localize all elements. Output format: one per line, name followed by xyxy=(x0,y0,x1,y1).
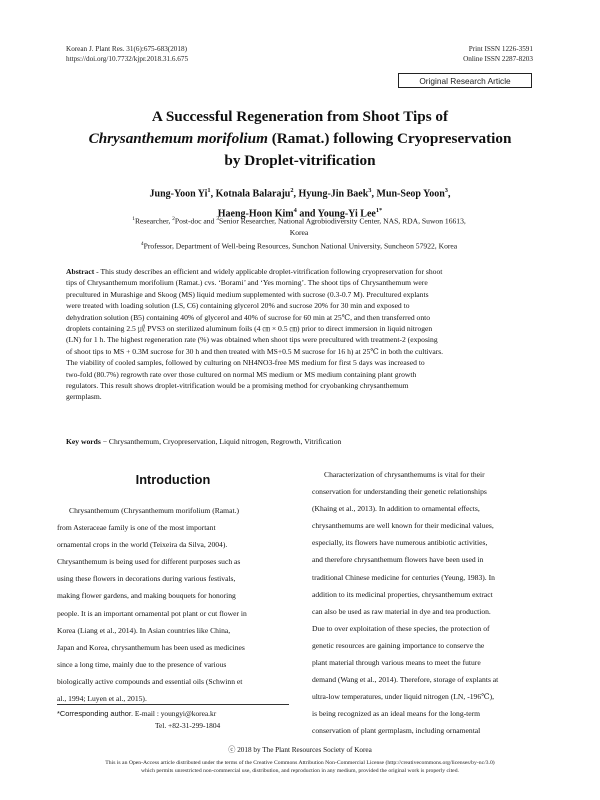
body-line: is being recognized as an ideal means for the long-term xyxy=(312,709,481,719)
body-line: genetic resources are gaining importance to conserve the xyxy=(312,640,485,650)
body-line: Characterization of chrysanthemums is vital for their xyxy=(324,470,485,479)
author-line-1: Jung-Yoon Yi$^1$, Kotnala Balaraju$^2$, Hyung-Jin Baek$^3$, Mun-Seop Yoon$^3$, xyxy=(149,187,451,200)
body-line: people. It is an important ornamental pot plant or cut flower in xyxy=(57,608,247,618)
body-line: plant material through various means to meet the future xyxy=(312,658,481,668)
corresponding-tel: Tel. +82-31-299-1804 xyxy=(155,720,221,730)
print-issn: Print ISSN 1226-3591 xyxy=(468,45,533,53)
affiliation-line-3: $^4$Professor, Department of Well-being Resources, Sunchon National University, Suncheon 57922, Korea xyxy=(140,240,458,251)
body-line: conservation of plant germplasm, including ornamental xyxy=(312,726,481,736)
abstract-label: Abstract xyxy=(66,267,95,276)
license-notice xyxy=(60,760,540,775)
abstract-line: tips of Chrysanthemum morifolium (Ramat.) cvs. ‘Borami’ and ‘Yes morning’. The shoot tips of Chrysanthemum were xyxy=(66,278,428,288)
body-line: chrysanthemums are well known for their medicinal values, xyxy=(312,521,494,531)
abstract-line: two-fold (80.7%) regrowth rate over those cultured on normal MS medium or MS medium containing plant growth xyxy=(66,369,417,379)
affiliation-line-1: $^1$Researcher, $^2$Post-doc and $^3$Senior Researcher, National Agrobiodiversity Center, NAS, RDA, Suwon 16613, xyxy=(132,216,466,226)
body-line: since a long time, mainly due to the presence of various xyxy=(57,659,227,669)
species-name: Chrysanthemum morifolium xyxy=(88,130,268,147)
section-heading-introduction: Introduction xyxy=(135,472,211,487)
body-line: Chrysanthemum is being used for different purposes such as xyxy=(57,557,241,567)
corresponding-email[interactable]: E-mail : youngyi@korea.kr xyxy=(133,709,217,718)
author-affil-mark: 3 xyxy=(444,187,448,194)
abstract-line: precultured in Murashige and Skoog (MS) liquid medium supplemented with sucrose (0.3-0.7 M). Precultured explants xyxy=(66,289,429,299)
author-affil-mark: 1 xyxy=(207,187,211,194)
abstract-line: Abstract - This study describes an efficient and widely applicable droplet-vitrification following cryopreservation for shoot xyxy=(66,267,443,276)
body-line: especially, its flowers have numerous antibiotic activities, xyxy=(312,538,488,548)
corresponding-label: *Corresponding author. xyxy=(57,709,134,718)
abstract-line: (LN) for 1 h. The highest regeneration rate (%) was obtained when shoot tips were precultured with treatment-2 (exposing xyxy=(66,335,438,345)
abstract-line: of shoot tips to MS + 0.3M sucrose for 30 h and then treated with MS+0.5 M sucrose for 16 h) at 25℃ in both the cultivars. xyxy=(66,346,444,356)
footnote-divider xyxy=(57,704,289,705)
keywords-label: Key words xyxy=(66,437,101,446)
intro-right-column xyxy=(312,466,544,740)
body-line: Japan and Korea, chrysanthemum has been used as medicines xyxy=(57,642,245,652)
abstract xyxy=(66,266,532,403)
body-line: Due to over exploitation of these species, the protection of xyxy=(312,623,490,633)
online-issn: Online ISSN 2287-8203 xyxy=(463,54,533,63)
keywords-list: − Chrysanthemum, Cryopreservation, Liquid nitrogen, Regrowth, Vitrification xyxy=(100,437,342,446)
abstract-line: were treated with loading solution (LS, C6) containing glycerol 20% and sucrose 20% for 30 min and exposed to xyxy=(66,301,410,311)
corresponding-email-line xyxy=(57,708,289,720)
body-line: biologically active compounds and essential oils (Schwinn et xyxy=(57,676,243,686)
abstract-line: dehydration solution (B5) containing 40% of glycerol and 40% of sucrose for 60 min at 25℃, and then transferred onto xyxy=(66,312,431,322)
author-affil-mark: 1* xyxy=(375,207,383,215)
keywords xyxy=(66,436,532,447)
body-line: ornamental crops in the world (Teixeira da Silva, 2004). xyxy=(57,540,228,550)
body-line: from Asteraceae family is one of the most important xyxy=(57,523,216,533)
body-line: and therefore chrysanthemum flowers have been used in xyxy=(312,555,484,565)
body-line: al., 1994; Luyen et al., 2015). xyxy=(57,694,147,704)
body-line: demand (Wang et al., 2014). Therefore, storage of explants at xyxy=(312,675,499,685)
license-line: This is an Open-Access article distributed under the terms of the Creative Commons Attribution Non-Commercial License (http://creativecommons.org/licenses/by-nc/3.0) xyxy=(105,760,495,766)
article-type-badge: Original Research Article xyxy=(398,73,532,88)
body-line: conservation for understanding their genetic relationships xyxy=(312,487,487,497)
body-line: using these flowers in decorations during various festivals, xyxy=(57,574,236,584)
affiliations xyxy=(66,214,532,252)
author-name: Mun-Seop Yoon xyxy=(376,188,445,200)
license-line: which permits unrestricted non-commercial use, distribution, and reproduction in any medium, provided the original work is properly cited. xyxy=(141,767,459,774)
title-line-2-rest: (Ramat.) following Cryopreservation xyxy=(267,130,512,147)
abstract-line: germplasm. xyxy=(66,392,102,402)
body-line: making flower gardens, and making bouquets for honoring xyxy=(57,591,236,601)
author-name: Hyung-Jin Baek xyxy=(298,188,369,200)
body-line: Korea (Liang et al., 2014). In Asian countries like China, xyxy=(57,625,231,635)
journal-citation: Korean J. Plant Res. 31(6):675-683(2018) xyxy=(66,45,187,53)
author-name: Kotnala Balaraju xyxy=(215,188,291,200)
author-affil-mark: 4 xyxy=(293,207,297,215)
body-line: Chrysanthemum (Chrysanthemum morifolium (Ramat.) xyxy=(69,506,239,515)
title-line-3: by Droplet-vitrification xyxy=(224,152,376,169)
affiliation-line-2: Korea xyxy=(289,228,309,238)
body-line: ultra-low temperatures, under liquid nitrogen (LN, -196℃), xyxy=(312,692,495,702)
intro-left-column xyxy=(57,502,289,707)
issn-header xyxy=(463,45,533,64)
author-name: Young-Yi Lee xyxy=(317,208,376,220)
body-line: addition to its medicinal properties, chrysanthemum extract xyxy=(312,589,493,599)
author-name: Haeng-Hoon Kim xyxy=(217,208,294,220)
body-line: (Khaing et al., 2013). In addition to ornamental effects, xyxy=(312,504,480,514)
title-line-2 xyxy=(60,128,540,150)
author-affil-mark: 3 xyxy=(368,187,372,194)
author-line-2: Haeng-Hoon Kim$^4$ and Young-Yi Lee$^{1*}$ xyxy=(217,207,383,220)
journal-header xyxy=(66,45,188,64)
abstract-line: regulators. This result shows droplet-vitrification would be a promising method for cryobanking chrysanthemum xyxy=(66,381,409,391)
body-line: can also be used as raw material in dye and tea production. xyxy=(312,606,491,616)
author-name: Jung-Yoon Yi xyxy=(149,188,208,200)
abstract-line: The viability of cooled samples, followed by culturing on NH4NO3-free MS medium for first 5 days was increased to xyxy=(66,358,425,368)
abstract-line: droplets containing 2.5 ㎕ PVS3 on sterilized aluminum foils (4 ㎝ × 0.5 ㎝) prior to direct immersion in liquid nitrogen xyxy=(66,324,433,334)
corresponding-author xyxy=(57,708,289,731)
title-line-1: A Successful Regeneration from Shoot Tips of xyxy=(151,108,449,125)
body-line: traditional Chinese medicine for centuries (Yeung, 1983). In xyxy=(312,572,495,582)
paper-title xyxy=(60,106,540,172)
copyright-notice: ⓒ 2018 by The Plant Resources Society of Korea xyxy=(228,746,372,754)
author-affil-mark: 2 xyxy=(290,187,294,194)
doi-link[interactable]: https://doi.org/10.7732/kjpr.2018.31.6.675 xyxy=(66,54,189,63)
